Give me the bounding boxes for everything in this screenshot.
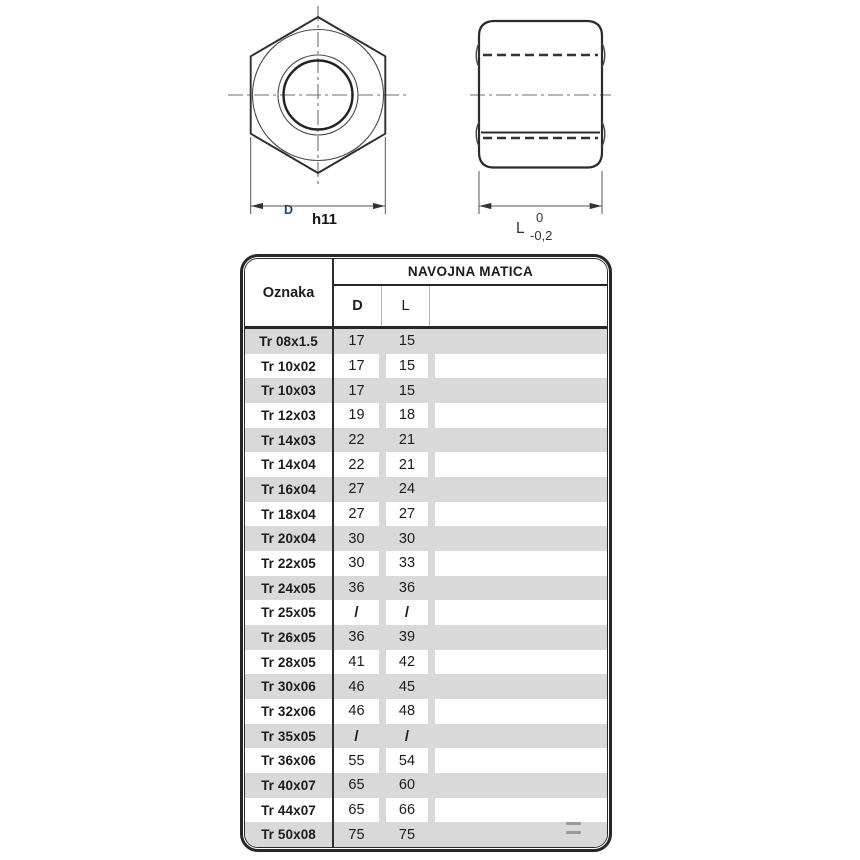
column-gap xyxy=(379,650,386,675)
column-gap xyxy=(428,600,435,625)
table-subheader xyxy=(334,286,607,326)
row-l-value: 21 xyxy=(398,456,416,473)
row-empty-cell xyxy=(435,650,607,675)
row-d-value: 41 xyxy=(348,654,365,671)
row-designation: Tr 14x04 xyxy=(245,452,334,477)
dim-tol-upper: 0 xyxy=(536,210,544,225)
column-gap xyxy=(379,822,386,847)
column-gap xyxy=(428,625,435,650)
table-rows xyxy=(245,329,607,847)
row-designation: Tr 14x03 xyxy=(245,428,334,453)
row-l-value: 48 xyxy=(398,703,416,720)
row-empty-cell xyxy=(435,699,607,724)
column-gap xyxy=(428,378,435,403)
column-gap xyxy=(428,551,435,576)
row-empty-cell xyxy=(435,822,607,847)
row-l-value: / xyxy=(404,604,410,622)
technical-drawing xyxy=(215,0,665,250)
equals-mark xyxy=(566,822,581,834)
row-d-value: 65 xyxy=(348,777,365,794)
spec-table xyxy=(240,254,612,852)
column-gap xyxy=(379,526,386,551)
dim-label-d: D xyxy=(284,203,294,217)
column-header-l: L xyxy=(382,286,430,326)
row-empty-cell xyxy=(435,748,607,773)
table-title: NAVOJNA MATICA xyxy=(334,259,607,286)
row-l-value: 30 xyxy=(398,530,416,547)
side-view-hex-nut xyxy=(470,21,611,243)
row-l-value: 75 xyxy=(398,826,416,843)
table-row xyxy=(245,526,607,551)
row-d-value: 27 xyxy=(348,506,365,523)
side-arrowhead-left xyxy=(479,203,491,209)
column-gap xyxy=(379,748,386,773)
row-empty-cell xyxy=(435,798,607,823)
table-row xyxy=(245,674,607,699)
row-designation: Tr 40x07 xyxy=(245,773,334,798)
row-l-value: / xyxy=(404,727,410,745)
column-header-oznaka xyxy=(245,259,334,326)
column-header-empty xyxy=(430,286,607,326)
column-gap xyxy=(379,551,386,576)
column-gap xyxy=(379,724,386,749)
row-empty-cell xyxy=(435,674,607,699)
row-d-value: 30 xyxy=(348,530,365,547)
table-header xyxy=(245,259,607,329)
row-l-value: 39 xyxy=(398,629,416,646)
row-l-value: 24 xyxy=(398,481,416,498)
front-view-hex-nut xyxy=(228,6,407,228)
column-gap xyxy=(379,798,386,823)
table-header-right xyxy=(334,259,607,326)
column-gap xyxy=(428,452,435,477)
column-gap xyxy=(428,650,435,675)
column-gap xyxy=(428,748,435,773)
row-d-value: 46 xyxy=(348,678,365,695)
side-outline xyxy=(479,21,602,168)
table-row xyxy=(245,798,607,823)
row-designation: Tr 10x02 xyxy=(245,354,334,379)
column-header-oznaka-label: Oznaka xyxy=(262,284,315,301)
row-designation: Tr 32x06 xyxy=(245,699,334,724)
column-gap xyxy=(428,699,435,724)
row-d-value: / xyxy=(354,604,359,622)
row-d-value: 30 xyxy=(348,555,365,572)
row-empty-cell xyxy=(435,477,607,502)
row-designation: Tr 18x04 xyxy=(245,502,334,527)
row-empty-cell xyxy=(435,354,607,379)
column-gap xyxy=(428,329,435,354)
row-d-value: 46 xyxy=(348,703,365,720)
row-l-value: 42 xyxy=(398,654,416,671)
row-l-value: 45 xyxy=(398,678,416,695)
table-row xyxy=(245,822,607,847)
row-designation: Tr 24x05 xyxy=(245,576,334,601)
column-header-d: D xyxy=(334,286,382,326)
row-designation: Tr 28x05 xyxy=(245,650,334,675)
table-row xyxy=(245,625,607,650)
column-gap xyxy=(379,477,386,502)
dim-tol-lower: -0,2 xyxy=(530,228,553,243)
row-l-value: 15 xyxy=(398,333,416,350)
arrowhead-left xyxy=(251,203,263,209)
row-l-value: 15 xyxy=(398,358,416,374)
row-d-value: 17 xyxy=(348,358,365,374)
table-row xyxy=(245,452,607,477)
column-gap xyxy=(379,403,386,428)
side-arrowhead-right xyxy=(590,203,602,209)
dim-tolerance-h11: h11 xyxy=(312,211,338,228)
table-row xyxy=(245,773,607,798)
row-designation: Tr 30x06 xyxy=(245,674,334,699)
column-gap xyxy=(379,576,386,601)
row-empty-cell xyxy=(435,551,607,576)
row-designation: Tr 26x05 xyxy=(245,625,334,650)
table-row xyxy=(245,576,607,601)
table-row xyxy=(245,428,607,453)
row-d-value: 19 xyxy=(348,407,365,424)
row-l-value: 36 xyxy=(398,580,416,597)
row-empty-cell xyxy=(435,724,607,749)
row-designation: Tr 20x04 xyxy=(245,526,334,551)
table-row xyxy=(245,551,607,576)
column-gap xyxy=(428,674,435,699)
column-gap xyxy=(428,798,435,823)
row-l-value: 15 xyxy=(398,382,416,399)
row-empty-cell xyxy=(435,773,607,798)
equals-mark-bar xyxy=(566,822,581,825)
dim-label-l: L xyxy=(516,220,525,237)
row-d-value: / xyxy=(354,727,359,745)
row-designation: Tr 22x05 xyxy=(245,551,334,576)
row-l-value: 21 xyxy=(398,432,416,449)
column-gap xyxy=(428,822,435,847)
row-empty-cell xyxy=(435,378,607,403)
row-empty-cell xyxy=(435,329,607,354)
row-designation: Tr 44x07 xyxy=(245,798,334,823)
table-row xyxy=(245,724,607,749)
spec-table-frame xyxy=(244,258,608,848)
column-gap xyxy=(379,428,386,453)
table-row xyxy=(245,600,607,625)
column-gap xyxy=(379,354,386,379)
column-gap xyxy=(428,526,435,551)
column-gap xyxy=(428,576,435,601)
column-gap xyxy=(428,502,435,527)
column-gap xyxy=(379,773,386,798)
row-empty-cell xyxy=(435,625,607,650)
table-row xyxy=(245,477,607,502)
row-designation: Tr 25x05 xyxy=(245,600,334,625)
row-l-value: 27 xyxy=(398,506,416,523)
table-row xyxy=(245,329,607,354)
column-gap xyxy=(379,625,386,650)
table-row xyxy=(245,502,607,527)
row-empty-cell xyxy=(435,403,607,428)
column-gap xyxy=(428,354,435,379)
row-l-value: 60 xyxy=(398,777,416,794)
row-designation: Tr 08x1.5 xyxy=(245,329,334,354)
column-gap xyxy=(428,403,435,428)
column-gap xyxy=(379,502,386,527)
column-gap xyxy=(379,378,386,403)
row-d-value: 65 xyxy=(348,802,365,819)
table-row xyxy=(245,378,607,403)
row-empty-cell xyxy=(435,428,607,453)
column-gap xyxy=(428,724,435,749)
table-row xyxy=(245,699,607,724)
column-gap xyxy=(379,329,386,354)
row-l-value: 33 xyxy=(398,555,416,572)
row-empty-cell xyxy=(435,600,607,625)
row-designation: Tr 16x04 xyxy=(245,477,334,502)
equals-mark-bar xyxy=(566,831,581,834)
column-gap xyxy=(379,600,386,625)
column-gap xyxy=(379,452,386,477)
row-d-value: 55 xyxy=(348,752,365,769)
row-designation: Tr 35x05 xyxy=(245,724,334,749)
row-empty-cell xyxy=(435,526,607,551)
row-designation: Tr 12x03 xyxy=(245,403,334,428)
row-designation: Tr 10x03 xyxy=(245,378,334,403)
table-row xyxy=(245,748,607,773)
column-gap xyxy=(428,477,435,502)
row-designation: Tr 50x08 xyxy=(245,822,334,847)
column-gap xyxy=(428,773,435,798)
table-row xyxy=(245,354,607,379)
table-row xyxy=(245,650,607,675)
row-d-value: 27 xyxy=(348,481,365,498)
column-gap xyxy=(428,428,435,453)
arrowhead-right xyxy=(373,203,385,209)
row-d-value: 22 xyxy=(348,432,365,449)
row-l-value: 66 xyxy=(398,802,416,819)
row-d-value: 22 xyxy=(348,456,365,473)
row-d-value: 17 xyxy=(348,333,365,350)
row-d-value: 36 xyxy=(348,629,365,646)
row-d-value: 75 xyxy=(348,826,365,843)
row-l-value: 18 xyxy=(398,407,416,424)
table-row xyxy=(245,403,607,428)
row-empty-cell xyxy=(435,452,607,477)
row-empty-cell xyxy=(435,502,607,527)
row-designation: Tr 36x06 xyxy=(245,748,334,773)
row-empty-cell xyxy=(435,576,607,601)
row-d-value: 17 xyxy=(348,382,365,399)
row-d-value: 36 xyxy=(348,580,365,597)
column-gap xyxy=(379,699,386,724)
column-gap xyxy=(379,674,386,699)
row-l-value: 54 xyxy=(398,752,416,769)
